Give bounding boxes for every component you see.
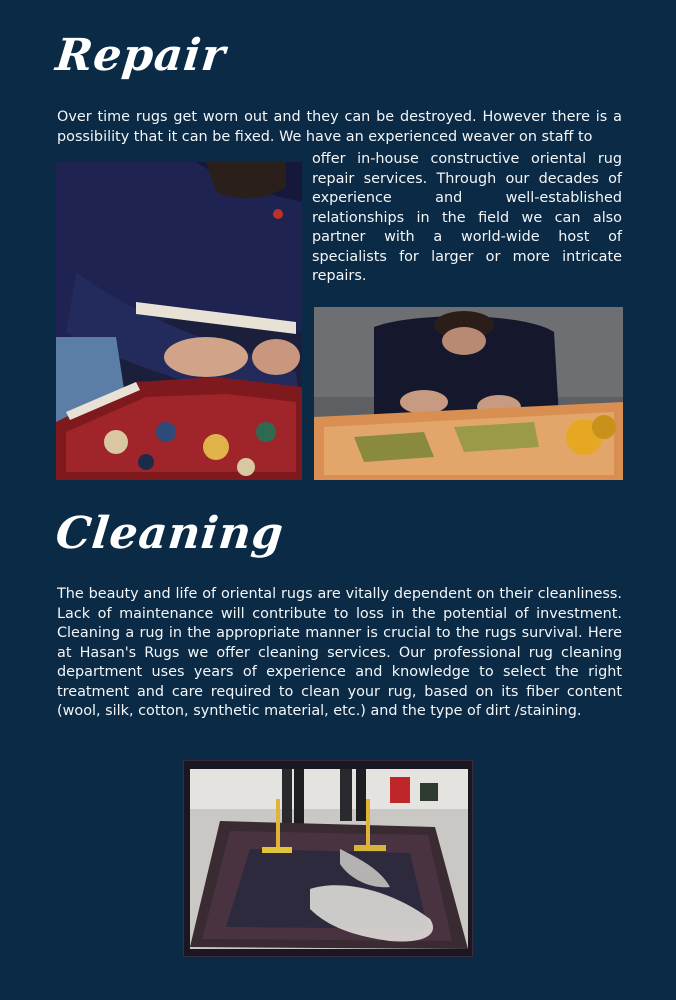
repair-photo-weaver-working <box>314 307 623 480</box>
repair-services-text: offer in-house constructive oriental rug repair services. Through our decades of experience and well-established relationships in the field we can also partner with a world-wide host of specialists for larger or more intricate repairs. <box>312 151 622 284</box>
cleaning-text: The beauty and life of oriental rugs are vitally dependent on their cleanliness. Lack of maintenance will contribute to loss in the potential of investment. Cleaning a rug in the appropriate manner is crucial to the rugs survival. Here at Hasan's Rugs we offer cleaning services. Our professional rug cleaning department uses years of experience and knowledge to select the right treatment and care required to clean your rug, based on its fiber content (wool, silk, cotton, synthetic material, etc.) and the type of dirt /staining. <box>57 586 622 719</box>
repair-heading: Repair <box>53 30 229 81</box>
cleaning-heading: Cleaning <box>53 508 287 559</box>
cleaning-photo-rug-wash <box>183 760 473 957</box>
repair-photo-weaver-closeup <box>56 162 302 480</box>
repair-intro-text: Over time rugs get worn out and they can be destroyed. However there is a possibility that it can be fixed. We have an experienced weaver on staff to <box>57 109 622 145</box>
